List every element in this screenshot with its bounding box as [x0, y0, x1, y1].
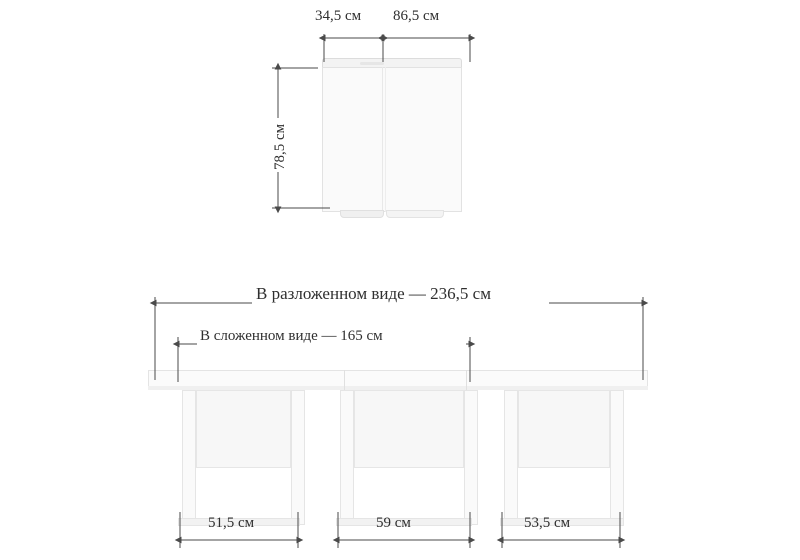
label-segment-right: 53,5 см — [524, 515, 571, 531]
label-unfolded-total: В разложенном виде — 236,5 см — [256, 284, 491, 303]
label-folded-total: В сложенном виде — 165 см — [200, 328, 383, 344]
label-segment-left: 51,5 см — [208, 515, 255, 531]
label-depth-front: 34,5 см — [315, 8, 362, 24]
label-height: 78,5 см — [272, 123, 288, 170]
label-segment-center: 59 см — [376, 515, 411, 531]
label-depth-back: 86,5 см — [393, 8, 440, 24]
